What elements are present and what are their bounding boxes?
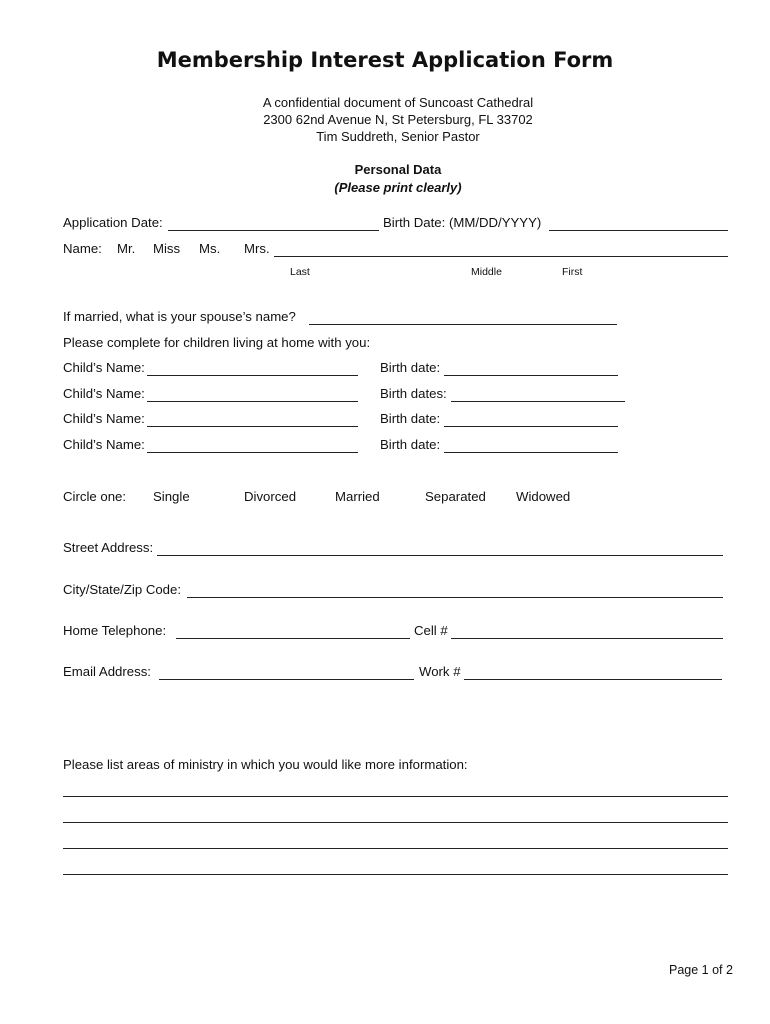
ministry-answer-line[interactable] bbox=[63, 874, 728, 875]
home-telephone-label: Home Telephone: bbox=[63, 623, 167, 638]
child-birth-date-label: Birth date: bbox=[380, 360, 441, 375]
child-birth-date-field[interactable] bbox=[451, 401, 625, 402]
marital-option-separated[interactable]: Separated bbox=[425, 489, 486, 504]
child-name-label: Child’s Name: bbox=[63, 437, 145, 452]
name-last-caption: Last bbox=[290, 266, 310, 278]
child-name-field[interactable] bbox=[147, 375, 358, 376]
ministry-answer-line[interactable] bbox=[63, 822, 728, 823]
marital-option-married[interactable]: Married bbox=[335, 489, 380, 504]
home-telephone-field[interactable] bbox=[176, 638, 410, 639]
child-birth-date-field[interactable] bbox=[444, 375, 618, 376]
child-birth-date-label: Birth date: bbox=[380, 437, 441, 452]
page-number: Page 1 of 2 bbox=[669, 963, 733, 977]
title-ms-option[interactable]: Ms. bbox=[199, 241, 221, 256]
ministry-answer-line[interactable] bbox=[63, 848, 728, 849]
child-name-label: Child’s Name: bbox=[63, 386, 145, 401]
child-name-field[interactable] bbox=[147, 426, 358, 427]
print-instruction: (Please print clearly) bbox=[334, 180, 462, 195]
spouse-name-field[interactable] bbox=[309, 324, 617, 325]
work-phone-label: Work # bbox=[419, 664, 461, 679]
email-address-label: Email Address: bbox=[63, 664, 151, 679]
title-mr-option[interactable]: Mr. bbox=[117, 241, 136, 256]
child-name-field[interactable] bbox=[147, 452, 358, 453]
header-org-line: A confidential document of Suncoast Cathedral bbox=[262, 95, 534, 110]
child-name-label: Child’s Name: bbox=[63, 411, 145, 426]
section-heading: Personal Data bbox=[354, 162, 442, 177]
spouse-label: If married, what is your spouse’s name? bbox=[63, 309, 296, 324]
header-pastor-line: Tim Suddreth, Senior Pastor bbox=[316, 129, 480, 144]
child-birth-date-field[interactable] bbox=[444, 426, 618, 427]
marital-option-single[interactable]: Single bbox=[153, 489, 190, 504]
birth-date-field[interactable] bbox=[549, 230, 728, 231]
street-address-label: Street Address: bbox=[63, 540, 154, 555]
ministry-answer-line[interactable] bbox=[63, 796, 728, 797]
child-birth-date-field[interactable] bbox=[444, 452, 618, 453]
birth-date-label: Birth Date: (MM/DD/YYYY) bbox=[383, 215, 542, 230]
city-state-zip-label: City/State/Zip Code: bbox=[63, 582, 182, 597]
cell-field[interactable] bbox=[451, 638, 723, 639]
children-intro: Please complete for children living at home with you: bbox=[63, 335, 371, 350]
header-address-line: 2300 62nd Avenue N, St Petersburg, FL 33702 bbox=[263, 112, 533, 127]
street-address-field[interactable] bbox=[157, 555, 723, 556]
title-mrs-option[interactable]: Mrs. bbox=[244, 241, 270, 256]
name-first-caption: First bbox=[562, 266, 583, 278]
cell-label: Cell # bbox=[414, 623, 448, 638]
title-miss-option[interactable]: Miss bbox=[153, 241, 181, 256]
application-date-field[interactable] bbox=[168, 230, 379, 231]
form-title: Membership Interest Application Form bbox=[156, 48, 614, 72]
child-name-field[interactable] bbox=[147, 401, 358, 402]
marital-option-divorced[interactable]: Divorced bbox=[244, 489, 297, 504]
full-name-field[interactable] bbox=[274, 256, 728, 257]
email-address-field[interactable] bbox=[159, 679, 414, 680]
ministry-prompt: Please list areas of ministry in which you would like more information: bbox=[63, 757, 468, 772]
child-name-label: Child’s Name: bbox=[63, 360, 145, 375]
child-birth-date-label: Birth dates: bbox=[380, 386, 447, 401]
marital-option-widowed[interactable]: Widowed bbox=[516, 489, 571, 504]
name-middle-caption: Middle bbox=[471, 266, 502, 278]
city-state-zip-field[interactable] bbox=[187, 597, 723, 598]
child-birth-date-label: Birth date: bbox=[380, 411, 441, 426]
name-label: Name: bbox=[63, 241, 102, 256]
work-phone-field[interactable] bbox=[464, 679, 722, 680]
application-date-label: Application Date: bbox=[63, 215, 163, 230]
circle-one-label: Circle one: bbox=[63, 489, 127, 504]
